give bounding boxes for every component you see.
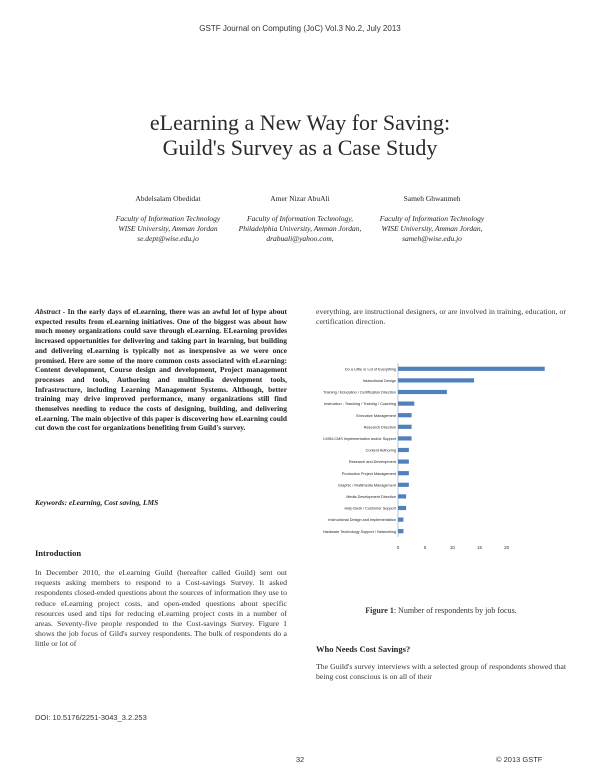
chart-category-labels: [323, 367, 397, 533]
title-line-1: eLearning a New Way for Saving:: [149, 110, 451, 135]
chart-bar: [398, 448, 409, 452]
author-institution: Philadelphia University, Amman Jordan,: [238, 224, 362, 233]
chart-bar: [398, 518, 403, 522]
figure-label: Figure 1: [365, 606, 394, 615]
chart-category-label: Graphic / Multimedia Management: [337, 483, 396, 488]
chart-bar: [398, 390, 447, 394]
continued-paragraph: everything, are instructional designers, or are involved in training, education, or certification direction.: [316, 307, 566, 327]
chart-bar: [398, 436, 412, 440]
chart-category-label: Help Desk / Customer Support: [344, 506, 396, 511]
chart-category-label: Media Development Direction: [346, 495, 396, 499]
abstract-lead: Abstract -: [35, 307, 66, 316]
chart-bar: [398, 494, 406, 498]
chart-category-label: Instructional Design: [362, 379, 396, 383]
author-affiliation: Faculty of Information Technology: [115, 214, 221, 223]
abstract: [35, 307, 287, 433]
chart-category-label: Research and Development: [348, 460, 396, 465]
chart-bar: [398, 413, 412, 417]
chart-category-label: Instruction - Teaching / Training / Coaching: [324, 402, 396, 407]
abstract-text: In the early days of eLearning, there was an awful lot of hype about expected results from eLearning initiatives. One of the biggest was about how much money organizations could save through eLearning. ELearning provides increased opportunities for delivering and taking part in learning, but building and delivering eLearning is typically not as inexpensive as we were once promised. Here are some of the more common costs associated with eLearning: Content development, Course design and development, Project management processes and tools, Authoring and multimedia development tools, Infrastructure, including Learning Management Systems. Although, better training may drive improved performance, many organizations still find themselves needing to reduce the costs of designing, building, and delivering eLearning. The main objective of this paper is discovering how eLearning could cut down the cost for organizations benefiting from Guild's survey.: [35, 307, 287, 433]
chart-tick-label: 5: [423, 545, 427, 550]
chart-category-label: Hardware Technology Support / Networking: [322, 529, 396, 534]
keywords: Keywords: eLearning, Cost saving, LMS: [35, 498, 159, 507]
section-heading-introduction: Introduction: [35, 548, 82, 558]
author-email: se.dept@wise.edu.jo: [137, 234, 199, 243]
doi: DOI: 10.5176/2251-3043_3.2.253: [35, 713, 147, 722]
chart-tick-labels: [397, 545, 510, 550]
page-number: 32: [295, 755, 305, 764]
chart-bar: [398, 506, 406, 510]
paper-title: [0, 110, 600, 160]
copyright: © 2013 GSTF: [496, 755, 543, 764]
figure-caption-text: : Number of respondents by job focus.: [393, 606, 517, 615]
author-affiliation: Faculty of Information Technology: [379, 214, 485, 223]
chart-category-label: Training / Education / Certification Direction: [323, 390, 396, 395]
chart-bar: [398, 425, 412, 429]
chart-category-label: Content Authoring: [365, 448, 396, 453]
author-name: Abdelsalam Obedidat: [135, 194, 201, 203]
chart-tick-label: 0: [396, 545, 400, 550]
author-block-3: [352, 194, 512, 244]
chart-category-label: Do a Little or Lot of Everything: [344, 367, 396, 372]
chart-category-label: Production Project Management: [341, 471, 396, 476]
chart-bar: [398, 471, 409, 475]
section-heading-cost-savings: Who Needs Cost Savings?: [316, 644, 411, 654]
chart-tick-label: 20: [504, 545, 510, 550]
running-header: GSTF Journal on Computing (JoC) Vol.3 No.2, July 2013: [199, 24, 401, 33]
author-affiliation: Faculty of Information Technology,: [247, 214, 353, 223]
chart-category-label: Executive Management: [356, 413, 396, 418]
job-focus-bar-chart: [316, 355, 566, 590]
author-institution: WISE University, Amman Jordan,: [381, 224, 483, 233]
chart-bar: [398, 529, 403, 533]
figure-caption: [316, 606, 566, 615]
chart-bar: [398, 402, 414, 406]
cost-savings-paragraph: The Guild's survey interviews with a selected group of respondents showed that being cost conscious is on all of their: [316, 662, 566, 682]
author-name: Amer Nizar AbuAli: [270, 194, 330, 203]
chart-category-label: Research Direction: [363, 425, 396, 430]
chart-category-label: LMS/LCMS Implementation and/or Support: [323, 437, 396, 441]
chart-category-label: Instructional Design and Implementation: [328, 518, 396, 523]
title-line-2: Guild's Survey as a Case Study: [162, 135, 438, 160]
chart-bar: [398, 378, 474, 382]
author-institution: WISE University, Amman Jordan: [118, 224, 218, 233]
chart-bar: [398, 367, 545, 371]
author-email: sameh@wise.edu.jo: [402, 234, 462, 243]
chart-bar: [398, 483, 409, 487]
chart-bar: [398, 460, 409, 464]
chart-bars: [398, 367, 545, 534]
chart-tick-label: 15: [476, 545, 483, 550]
chart-tick-label: 10: [449, 545, 455, 550]
author-name: Sameh Ghwanmeh: [403, 194, 461, 203]
author-email: drabuali@yahoo.com,: [266, 234, 334, 243]
introduction-paragraph: In December 2010, the eLearning Guild (hereafter called Guild) sent out requests asking members to respond to a Cost-savings Survey. It asked respondents closed-ended questions about the sources of information they use to reduce eLearning project costs, and open-ended questions about specific resources used and tips for reducing eLearning project costs in a number of areas. Seventy-five people responded to the Cost-savings Survey. Figure 1 shows the job focus of Gild's survey respondents. The bulk of respondents do a little or lot of: [35, 568, 287, 649]
